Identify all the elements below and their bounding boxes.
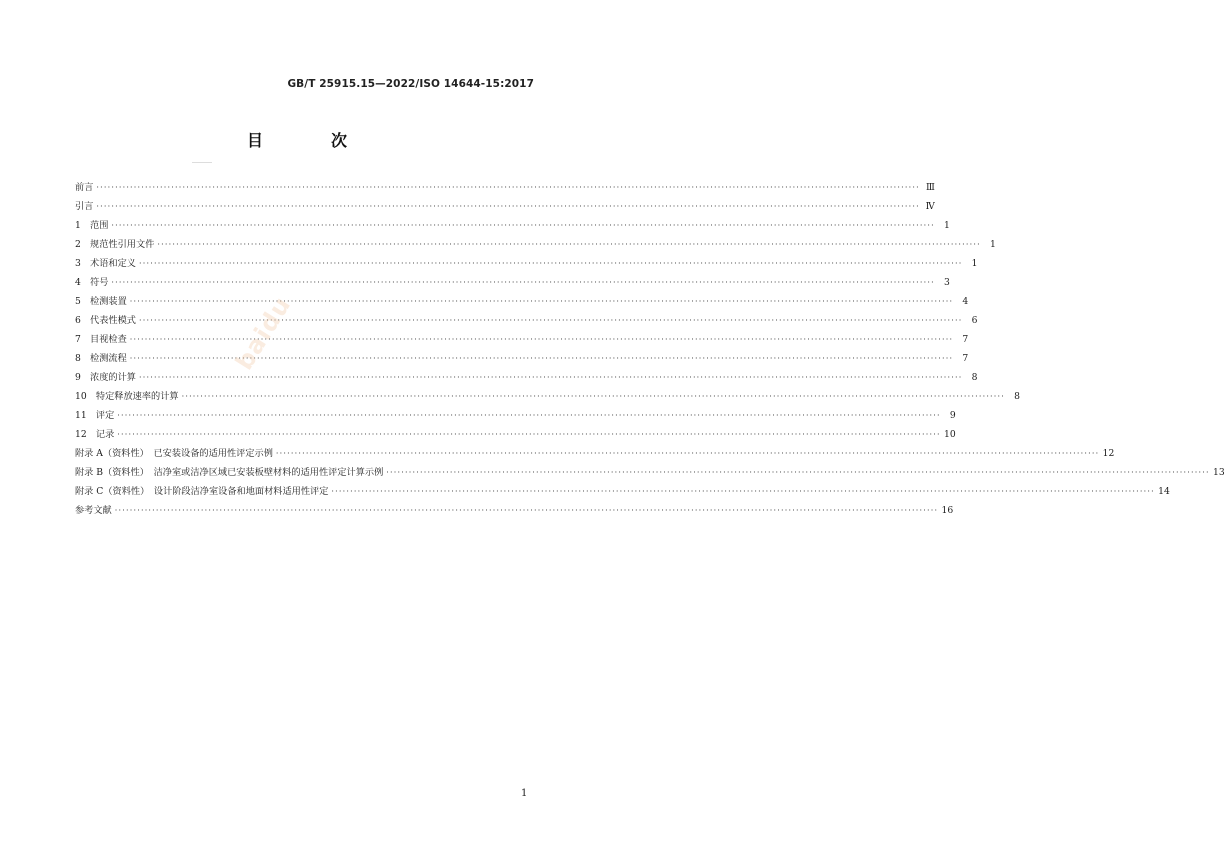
toc-leader-dots: ···························································································································································································································· — [138, 373, 963, 382]
toc-entry[interactable] — [75, 273, 950, 292]
toc-leader-dots: ···························································································································································································································· — [129, 354, 954, 363]
toc-leader-dots: ···························································································································································································································· — [138, 259, 963, 268]
toc-leader-dots: ···························································································································································································································· — [117, 430, 941, 439]
toc-entry-label: 2 规范性引用文件 — [75, 239, 155, 250]
toc-entry-label: 引言 — [75, 201, 94, 212]
toc-entry-page: 3 — [944, 277, 950, 288]
toc-entry-page: 8 — [971, 372, 978, 383]
table-of-contents — [75, 178, 1225, 520]
toc-entry[interactable] — [75, 444, 1115, 463]
toc-leader-dots: ···························································································································································································································· — [114, 506, 939, 515]
toc-entry[interactable] — [75, 368, 978, 387]
toc-entry-page: 13 — [1213, 467, 1225, 478]
toc-leader-dots: ···························································································································································································································· — [181, 392, 1006, 401]
toc-entry-label: 6 代表性模式 — [75, 315, 136, 326]
toc-entry-label: 7 目视检查 — [75, 334, 127, 345]
toc-entry-page: 4 — [962, 296, 969, 307]
toc-entry-label: 11 评定 — [75, 410, 115, 421]
divider — [192, 162, 212, 163]
toc-entry-label: 12 记录 — [75, 429, 115, 440]
toc-entry[interactable] — [75, 254, 978, 273]
toc-entry-label: 3 术语和定义 — [75, 258, 136, 269]
toc-entry-page: 1 — [989, 239, 996, 250]
toc-entry-label: 10 特定释放速率的计算 — [75, 391, 179, 402]
toc-entry-page: Ⅲ — [925, 182, 935, 193]
toc-entry-page: 1 — [971, 258, 978, 269]
toc-leader-dots: ···························································································································································································································· — [138, 316, 963, 325]
toc-leader-dots: ···························································································································································································································· — [111, 221, 935, 230]
toc-leader-dots: ···························································································································································································································· — [275, 449, 1100, 458]
toc-entry-label: 参考文献 — [75, 505, 112, 516]
toc-entry[interactable] — [75, 425, 956, 444]
toc-entry-page: 14 — [1158, 486, 1170, 497]
toc-entry-page: 7 — [962, 353, 969, 364]
toc-entry[interactable] — [75, 311, 978, 330]
standard-code: GB/T 25915.15—2022/ISO 14644-15:2017 — [287, 78, 534, 90]
toc-entry[interactable] — [75, 292, 969, 311]
toc-entry-label: 前言 — [75, 182, 94, 193]
toc-entry-page: 9 — [949, 410, 956, 421]
toc-entry-label: 5 检测装置 — [75, 296, 127, 307]
toc-leader-dots: ···························································································································································································································· — [331, 487, 1155, 496]
toc-entry-page: 8 — [1014, 391, 1021, 402]
toc-entry-page: 16 — [941, 505, 954, 516]
toc-leader-dots: ···························································································································································································································· — [129, 335, 954, 344]
toc-entry-label: 8 检测流程 — [75, 353, 127, 364]
toc-entry-label: 1 范围 — [75, 220, 109, 231]
toc-entry[interactable] — [75, 501, 954, 520]
toc-leader-dots: ···························································································································································································································· — [386, 468, 1210, 477]
toc-entry[interactable] — [75, 482, 1170, 501]
toc-entry-label: 9 浓度的计算 — [75, 372, 136, 383]
toc-entry[interactable] — [75, 197, 935, 216]
toc-entry[interactable] — [75, 463, 1225, 482]
toc-leader-dots: ···························································································································································································································· — [96, 183, 920, 192]
toc-entry[interactable] — [75, 330, 969, 349]
toc-entry[interactable] — [75, 387, 1021, 406]
toc-entry-page: 6 — [971, 315, 978, 326]
page-number: 1 — [521, 788, 528, 799]
toc-entry[interactable] — [75, 178, 935, 197]
toc-leader-dots: ···························································································································································································································· — [117, 411, 941, 420]
watermark-logo: baidu — [230, 291, 297, 375]
toc-title: 目 次 — [246, 131, 373, 150]
toc-entry[interactable] — [75, 235, 996, 254]
toc-entry-label: 附录 A（资料性） 已安装设备的适用性评定示例 — [75, 448, 273, 459]
toc-leader-dots: ···························································································································································································································· — [129, 297, 954, 306]
toc-entry-label: 附录 C（资料性） 设计阶段洁净室设备和地面材料适用性评定 — [75, 486, 329, 497]
toc-entry[interactable] — [75, 406, 956, 425]
toc-leader-dots: ···························································································································································································································· — [96, 202, 920, 211]
toc-entry-page: 1 — [944, 220, 950, 231]
toc-entry-page: 12 — [1102, 448, 1115, 459]
toc-entry-page: 10 — [944, 429, 956, 440]
toc-entry-page: Ⅳ — [925, 201, 935, 212]
toc-entry-label: 4 符号 — [75, 277, 109, 288]
toc-entry[interactable] — [75, 216, 950, 235]
toc-entry-page: 7 — [962, 334, 969, 345]
toc-leader-dots: ···························································································································································································································· — [111, 278, 935, 287]
toc-leader-dots: ···························································································································································································································· — [157, 240, 981, 249]
toc-entry-label: 附录 B（资料性） 洁净室或洁净区域已安装板壁材料的适用性评定计算示例 — [75, 467, 384, 478]
toc-entry[interactable] — [75, 349, 969, 368]
